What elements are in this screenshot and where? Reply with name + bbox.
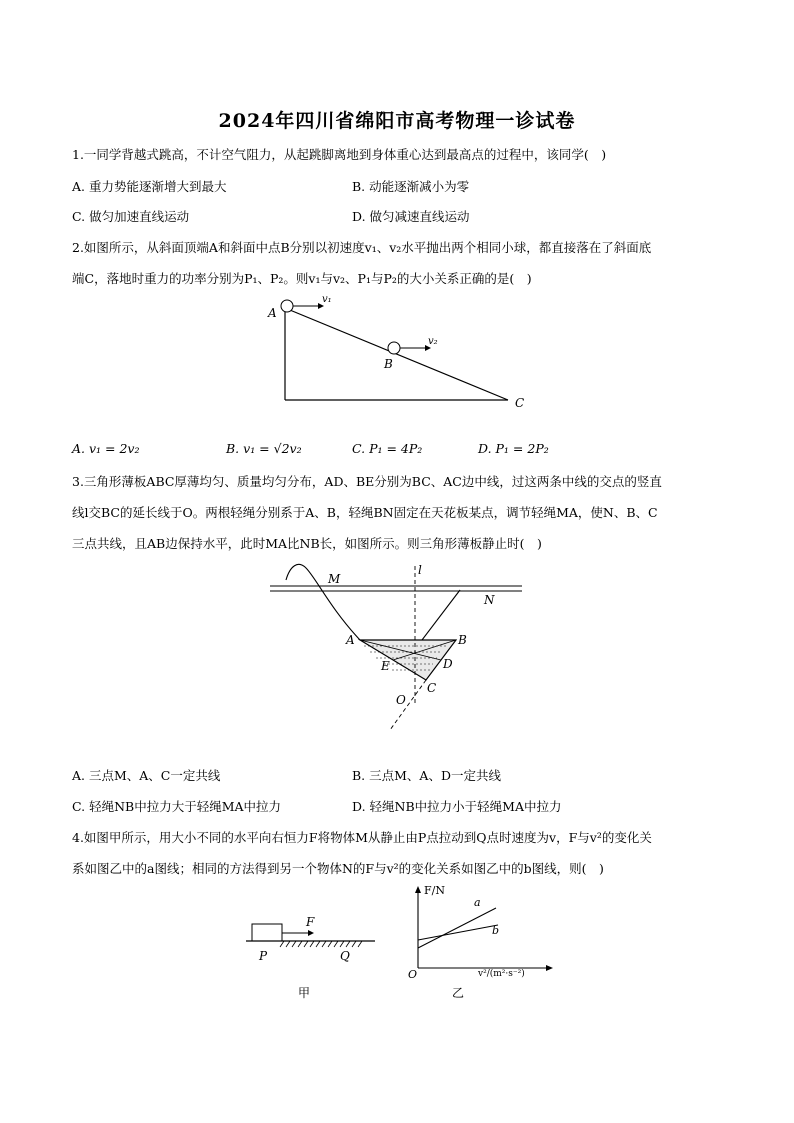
ball-b (388, 342, 400, 354)
label-v1: v₁ (322, 294, 332, 305)
label-l: l (418, 563, 422, 577)
label-v2: v₂ (428, 336, 438, 347)
label-a: A (346, 633, 355, 647)
block-m (252, 924, 282, 941)
label-p: P (259, 949, 268, 963)
q3-option-a[interactable]: A. 三点M、A、C一定共线 (72, 768, 221, 783)
q3-option-c[interactable]: C. 轻绳NB中拉力大于轻绳MA中拉力 (72, 799, 282, 814)
q2-stem-line2: 端C，落地时重力的功率分别为P₁、P₂。则v₁与v₂、P₁与P₂的大小关系正确的是( ) (72, 271, 532, 286)
q1-option-b[interactable]: B. 动能逐渐减小为零 (352, 179, 470, 194)
caption-jia: 甲 (298, 986, 311, 1000)
label-q: Q (340, 949, 350, 963)
q1-stem: 1.一同学背越式跳高，不计空气阻力，从起跳脚离地到身体重心达到最高点的过程中，该同学( ) (72, 147, 607, 162)
q3-stem-line2: 线l交BC的延长线于O。两根轻绳分别系于A、B，轻绳BN固定在天花板某点，调节轻绳MA，使N、B、C (72, 505, 658, 520)
label-a: A (268, 306, 277, 320)
label-m: M (328, 572, 341, 586)
q4-stem-line2: 系如图乙中的a图线；相同的方法得到另一个物体N的F与v²的变化关系如图乙中的b图线，则( ) (72, 861, 604, 876)
label-b: B (458, 633, 467, 647)
q2-option-c[interactable]: C. P₁ = 4P₂ (352, 441, 423, 456)
q3-option-d[interactable]: D. 轻绳NB中拉力小于轻绳MA中拉力 (352, 799, 562, 814)
q2-stem-line1: 2.如图所示，从斜面顶端A和斜面中点B分别以初速度v₁、v₂水平抛出两个相同小球，都直接落在了斜面底 (72, 240, 652, 255)
q1-option-d[interactable]: D. 做匀减速直线运动 (352, 209, 470, 224)
label-line-a: a (474, 896, 481, 909)
label-c: C (515, 396, 525, 410)
label-d: D (443, 657, 453, 671)
label-c: C (427, 681, 437, 695)
q1-option-a[interactable]: A. 重力势能逐渐增大到最大 (72, 179, 227, 194)
q4-stem-line1: 4.如图甲所示，用大小不同的水平向右恒力F将物体M从静止由P点拉动到Q点时速度为v，F与v²的变化关 (72, 830, 652, 845)
label-f: F (306, 915, 315, 929)
label-e: E (381, 659, 390, 673)
q3-option-b[interactable]: B. 三点M、A、D一定共线 (352, 768, 501, 783)
q2-incline-figure (260, 290, 540, 415)
ball-a (281, 300, 293, 312)
y-axis-label: F/N (424, 884, 445, 897)
label-o: O (396, 693, 406, 707)
x-axis-label: v²/(m²·s⁻²) (478, 969, 525, 979)
q4-figure-yi (400, 880, 560, 1002)
origin-label: O (408, 968, 418, 981)
q2-option-d[interactable]: D. P₁ = 2P₂ (478, 441, 549, 456)
label-line-b: b (492, 924, 500, 937)
label-b: B (384, 357, 393, 371)
q3-stem-line3: 三点共线，且AB边保持水平，此时MA比NB长，如图所示。则三角形薄板静止时( ) (72, 536, 542, 551)
q3-stem-line1: 3.三角形薄板ABC厚薄均匀、质量均匀分布，AD、BE分别为BC、AC边中线，过这两条中线的交点的竖直 (72, 474, 662, 489)
q2-option-a[interactable]: A. v₁ = 2v₂ (72, 441, 140, 456)
q2-option-b[interactable]: B. v₁ = √2v₂ (226, 441, 302, 456)
q1-option-c[interactable]: C. 做匀加速直线运动 (72, 209, 190, 224)
page-title: 2024年四川省绵阳市高考物理一诊试卷 (218, 110, 576, 132)
label-n: N (484, 593, 495, 607)
q4-figure-jia (240, 908, 385, 1000)
caption-yi: 乙 (452, 986, 465, 1000)
q3-triangle-plate-figure (260, 558, 540, 738)
